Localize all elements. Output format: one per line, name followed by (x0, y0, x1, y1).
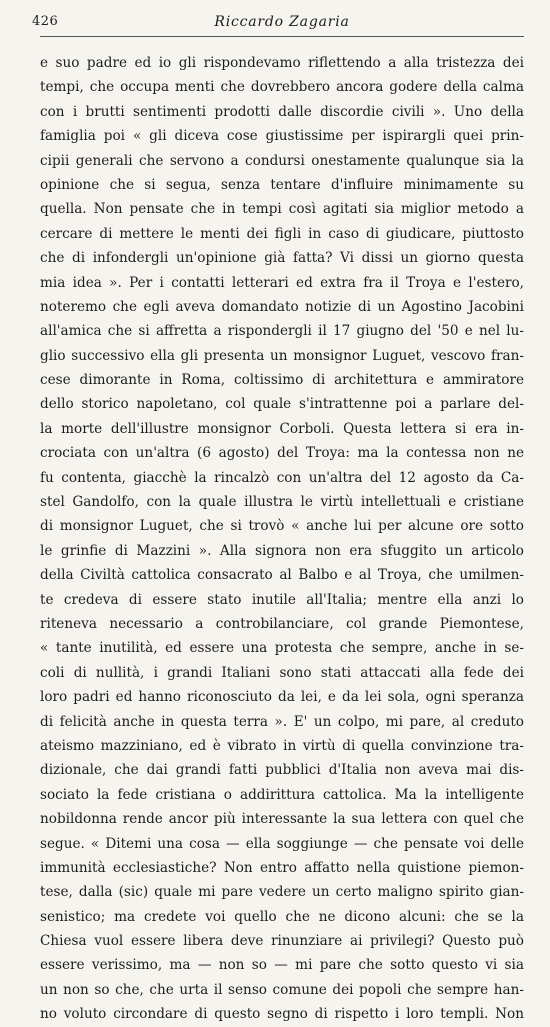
text-line: sociato la fede cristiana o addirittura cattolica. Ma la intelligente (40, 786, 524, 803)
running-title: Riccardo Zagaria (214, 14, 350, 30)
text-line: dello storico napoletano, col quale s'intrattenne poi a parlare del- (40, 396, 524, 413)
text-line: loro padri ed hanno riconosciuto da lei, e da lei sola, ogni speranza (40, 689, 524, 706)
text-line: riteneva necessario a controbilanciare, col grande Piemontese, (40, 615, 524, 632)
text-line: dizionale, che dai grandi fatti pubblici d'Italia non aveva mai dis- (40, 762, 524, 779)
text-line: un non so che, che urta il senso comune dei popoli che sempre han- (40, 981, 524, 998)
text-line: all'amica che si affretta a rispondergli il 17 giugno del '50 e nel lu- (40, 323, 524, 340)
page-number: 426 (32, 14, 59, 29)
text-line: tempi, che occupa menti che dovrebbero ancora godere della calma (40, 79, 524, 96)
text-line: Chiesa vuol essere libera deve rinunziare ai privilegi? Questo può (40, 933, 524, 950)
text-line: la morte dell'illustre monsignor Corboli. Questa lettera si era in- (40, 420, 524, 437)
text-line: cercare di mettere le menti dei figli in caso di giudicare, piuttosto (40, 225, 524, 242)
text-line: senistico; ma credete voi quello che ne dicono alcuni: che se la (40, 908, 524, 925)
text-line: nobildonna rende ancor più interessante la sua lettera con quel che (40, 811, 524, 828)
body-text (40, 51, 524, 1027)
text-line: di monsignor Luguet, che si trovò « anche lui per alcune ore sotto (40, 518, 524, 535)
text-line: segue. « Ditemi una cosa — ella soggiunge — che pensate voi delle (40, 835, 524, 852)
text-line: cipii generali che servono a condursi onestamente qualunque sia la (40, 152, 524, 169)
text-line: essere verissimo, ma — non so — mi pare che sotto questo vi sia (40, 957, 524, 974)
text-line: immunità ecclesiastiche? Non entro affatto nella quistione piemon- (40, 859, 524, 876)
text-line: coli di nullità, i grandi Italiani sono stati attaccati alla fede dei (40, 664, 524, 681)
text-line: le grinfie di Mazzini ». Alla signora non era sfuggito un articolo (40, 542, 524, 559)
text-line: no voluto circondare di questo segno di rispetto i loro templi. Non (40, 1006, 524, 1023)
text-line: cese dimorante in Roma, coltissimo di architettura e ammiratore (40, 372, 524, 389)
text-line: te credeva di essere stato inutile all'Italia; mentre ella anzi lo (40, 591, 524, 608)
text-line: della Civiltà cattolica consacrato al Balbo e al Troya, che umilmen- (40, 567, 524, 584)
text-line: opinione che si segua, senza tentare d'influire minimamente su (40, 176, 524, 193)
text-line: noteremo che egli aveva domandato notizie di un Agostino Jacobini (40, 298, 524, 315)
text-line: mia idea ». Per i contatti letterari ed extra fra il Troya e l'estero, (40, 274, 524, 291)
text-line: « tante inutilità, ed essere una protesta che sempre, anche in se- (40, 640, 524, 657)
text-line: glio successivo ella gli presenta un monsignor Luguet, vescovo fran- (40, 347, 524, 364)
text-line: con i brutti sentimenti prodotti dalle discordie civili ». Uno della (40, 103, 524, 120)
text-line: quella. Non pensate che in tempi così agitati sia miglior metodo a (40, 201, 524, 218)
text-line: stel Gandolfo, con la quale illustra le virtù intellettuali e cristiane (40, 494, 524, 511)
text-line: famiglia poi « gli diceva cose giustissime per ispirargli quei prin- (40, 128, 524, 145)
text-line: che di infondergli un'opinione già fatta? Vi dissi un giorno questa (40, 250, 524, 267)
text-line: ateismo mazziniano, ed è vibrato in virtù di quella convinzione tra- (40, 737, 524, 754)
text-line: fu contenta, giacchè la rincalzò con un'altra del 12 agosto da Ca- (40, 469, 524, 486)
text-line: di felicità anche in questa terra ». E' un colpo, mi pare, al creduto (40, 713, 524, 730)
text-line: crociata con un'altra (6 agosto) del Troya: ma la contessa non ne (40, 445, 524, 462)
text-line: e suo padre ed io gli rispondevamo riflettendo a alla tristezza dei (40, 55, 524, 71)
running-head (32, 12, 524, 37)
text-line: tese, dalla (sic) quale mi pare vedere un certo maligno spirito gian- (40, 884, 524, 901)
